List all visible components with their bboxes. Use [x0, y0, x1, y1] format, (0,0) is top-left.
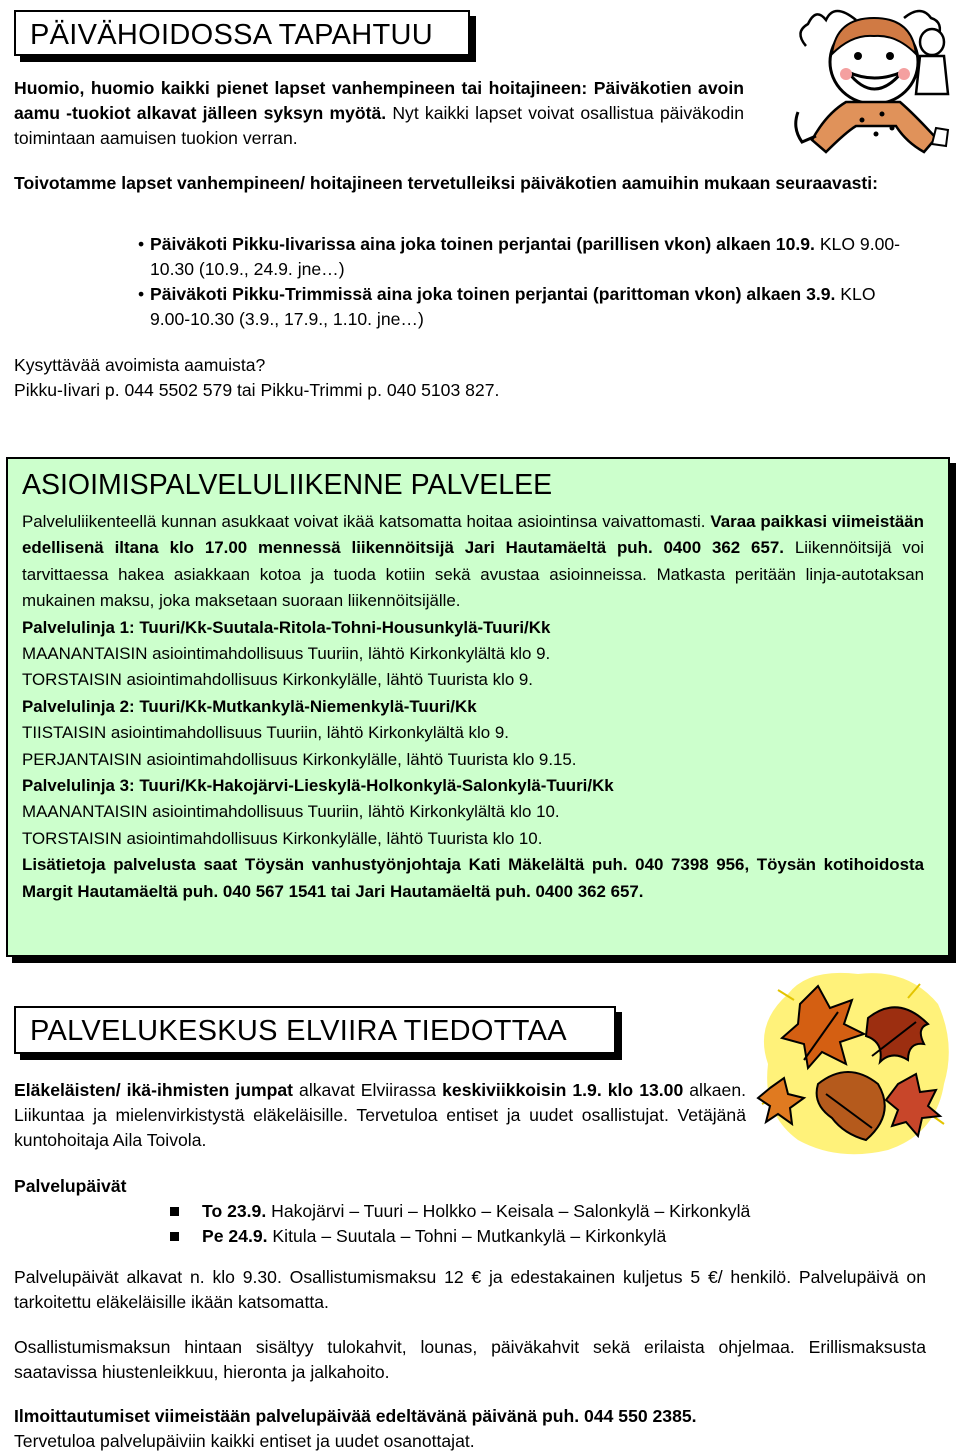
- service-line-2-time: PERJANTAISIN asiointimahdollisuus Kirkonkylälle, lähtö Tuurista klo 9.15.: [22, 749, 577, 769]
- gym-bold-1: Eläkeläisten/ ikä-ihmisten jumpat: [14, 1080, 293, 1100]
- section2-title: ASIOIMISPALVELULIIKENNE PALVELEE: [22, 469, 553, 501]
- section1-question: Kysyttävää avoimista aamuista?: [14, 355, 266, 375]
- list-item-rest: KLO 9.00-10.30 (3.9., 17.9., 1.10. jne…): [150, 284, 876, 329]
- service-line-3-time: TORSTAISIN asiointimahdollisuus Kirkonkylälle, lähtö Tuurista klo 10.: [22, 828, 543, 848]
- section2-body: [22, 509, 924, 905]
- registration-welcome: Tervetuloa palvelupäiviin kaikki entiset ja uudet osanottajat.: [14, 1431, 475, 1451]
- section3-title-box: [14, 1006, 616, 1054]
- service-day-date: Pe 24.9.: [202, 1226, 268, 1246]
- section1-contact-block: [14, 353, 714, 403]
- list-item: [170, 1224, 930, 1249]
- autumn-leaves-illustration: [748, 964, 958, 1162]
- section1-intro-bold: Huomio, huomio kaikki pienet lapset vanhempineen tai hoitajineen: Päiväkotien avoin aamu -tuokiot alkavat jälleen syksyn myötä.: [14, 78, 744, 123]
- section1-title: PÄIVÄHOIDOSSA TAPAHTUU: [30, 19, 434, 51]
- section1-title-box: [14, 10, 470, 56]
- service-days-title: Palvelupäivät: [14, 1176, 127, 1196]
- section2-intro-normal: Palveluliikenteellä kunnan asukkaat voivat ikää katsomatta hoitaa asiointinsa vaivattomasti.: [22, 512, 711, 531]
- service-line-1-name: Palvelulinja 1: Tuuri/Kk-Suutala-Ritola-Tohni-Housunkylä-Tuuri/Kk: [22, 617, 551, 637]
- gym-announcement: [14, 1078, 746, 1153]
- list-item-bold: Päiväkoti Pikku-Iivarissa aina joka toinen perjantai (parillisen vkon) alkaen 10.9.: [150, 234, 815, 254]
- service-line-3-name: Palvelulinja 3: Tuuri/Kk-Hakojärvi-Lieskylä-Holkonkylä-Salonkylä-Tuuri/Kk: [22, 776, 614, 796]
- section1-contact: Pikku-Iivari p. 044 5502 579 tai Pikku-Trimmi p. 040 5103 827.: [14, 380, 500, 400]
- section1-intro-rest: Nyt kaikki lapset voivat osallistua päiväkodin toimintaan aamuisen tuokion verran.: [14, 103, 744, 148]
- service-line-2-name: Palvelulinja 2: Tuuri/Kk-Mutkankylä-Niemenkylä-Tuuri/Kk: [22, 696, 477, 716]
- service-traffic-box: [6, 457, 950, 957]
- service-days-fee: Palvelupäivät alkavat n. klo 9.30. Osallistumismaksu 12 € ja edestakainen kuljetus 5 €/ henkilö. Palvelupäivä on tarkoitettu eläkeläisille ikään katsomatta.: [14, 1267, 926, 1312]
- section2-intro-bold: Varaa paikkasi viimeistään edellisenä iltana klo 17.00 mennessä liikennöitsijä Jari Hautamäeltä puh. 0400 362 657.: [22, 512, 924, 558]
- service-day-route: Kitula – Suutala – Tohni – Mutkankylä – Kirkonkylä: [267, 1226, 667, 1246]
- list-item: [170, 1199, 930, 1224]
- gym-normal-2: alkaen. Liikuntaa ja mielenvirkistystä eläkeläisille. Tervetuloa entiset ja uudet osallistujat. Vetäjänä kuntohoitaja Aila Toivola.: [14, 1080, 746, 1150]
- section2-intro-rest: Liikennöitsijä voi tarvittaessa hakea asiakkaan kotoa ja tuoda kotiin sekä avustaa asioinneissa. Matkasta peritään linja-autotaksan mukainen maksu, joka maksetaan suoraan liikennöitsijälle.: [22, 538, 925, 611]
- section1-welcome: Toivotamme lapset vanhempineen/ hoitajineen tervetulleiksi päiväkotien aamuihin mukaan seuraavasti:: [14, 173, 879, 193]
- service-line-1-time: MAANANTAISIN asiointimahdollisuus Tuuriin, lähtö Kirkonkylältä klo 9.: [22, 644, 551, 664]
- service-line-1-time: TORSTAISIN asiointimahdollisuus Kirkonkylälle, lähtö Tuurista klo 9.: [22, 670, 533, 690]
- service-day-route: Hakojärvi – Tuuri – Holkko – Keisala – Salonkylä – Kirkonkylä: [266, 1201, 751, 1221]
- section2-footer: Lisätietoja palvelusta saat Töysän vanhustyönjohtaja Kati Mäkelältä puh. 040 7398 956, Töysän kotihoidosta Margit Hautamäeltä puh. 040 567 1541 tai Jari Hautamäeltä puh. 0400 362 657.: [22, 855, 924, 901]
- service-days-list: [170, 1199, 930, 1249]
- registration-block: [14, 1404, 926, 1454]
- section2-intro: [22, 509, 924, 615]
- list-item: [138, 282, 918, 332]
- registration-info: Ilmoittautumiset viimeistään palvelupäivää edeltävänä päivänä puh. 044 550 2385.: [14, 1406, 697, 1426]
- gym-normal-1: alkavat Elviirassa: [293, 1080, 443, 1100]
- service-days-includes: Osallistumismaksun hintaan sisältyy tulokahvit, lounas, päiväkahvit sekä erilaista ohjelmaa. Erillismaksusta saatavissa hiustenleikkuu, hieronta ja jalkahoito.: [14, 1337, 926, 1382]
- list-item: [138, 232, 918, 282]
- list-item-bold: Päiväkoti Pikku-Trimmissä aina joka toinen perjantai (parittoman vkon) alkaen 3.9.: [150, 284, 836, 304]
- service-day-date: To 23.9.: [202, 1201, 267, 1221]
- section1-list: [138, 232, 918, 332]
- service-line-3-time: MAANANTAISIN asiointimahdollisuus Tuuriin, lähtö Kirkonkylältä klo 10.: [22, 802, 560, 822]
- section1-intro: [14, 76, 744, 151]
- gym-bold-2: keskiviikkoisin 1.9. klo 13.00: [442, 1080, 684, 1100]
- list-item-rest: KLO 9.00-10.30 (10.9., 24.9. jne…): [150, 234, 901, 279]
- service-line-2-time: TIISTAISIN asiointimahdollisuus Tuuriin, lähtö Kirkonkylältä klo 9.: [22, 723, 509, 743]
- girl-with-doll-illustration: [786, 2, 956, 162]
- section3-title: PALVELUKESKUS ELVIIRA TIEDOTTAA: [30, 1015, 567, 1047]
